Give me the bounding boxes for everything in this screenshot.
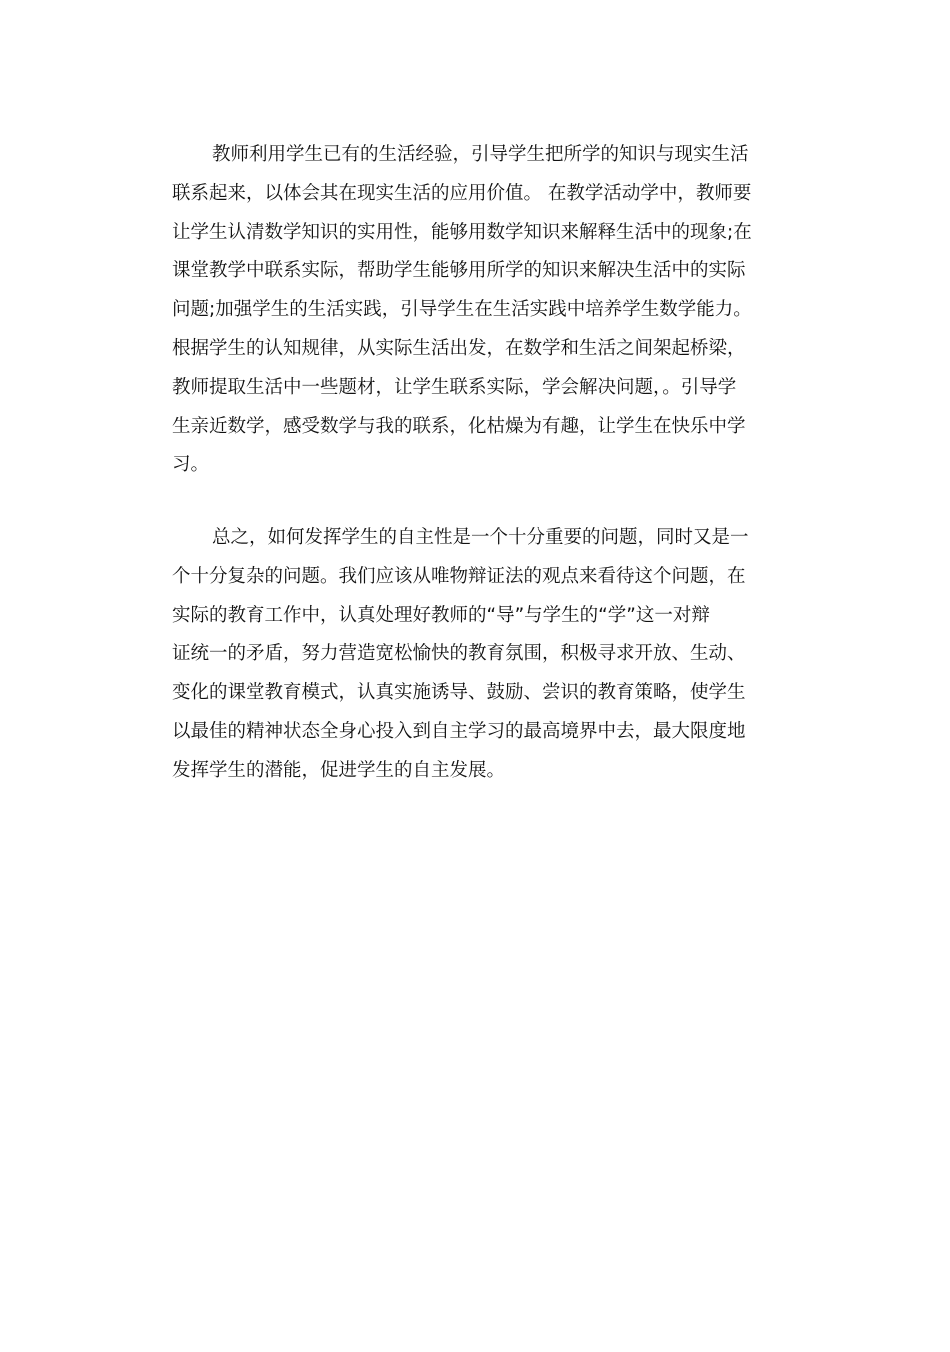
paragraph-line: 让学生认清数学知识的实用性，能够用数学知识来解释生活中的现象;在 <box>172 221 752 243</box>
paragraph-line: 课堂教学中联系实际，帮助学生能够用所学的知识来解决生活中的实际 <box>172 260 746 282</box>
paragraph-line: 实际的教育工作中，认真处理好教师的“导”与学生的“学”这一对辩 <box>172 604 710 626</box>
paragraph-line: 变化的课堂教育模式，认真实施诱导、鼓励、尝识的教育策略，使学生 <box>172 682 746 704</box>
paragraph-line: 习。 <box>172 454 210 476</box>
paragraph-line: 生亲近数学，感受数学与我的联系，化枯燥为有趣，让学生在快乐中学 <box>172 415 746 437</box>
paragraph-line: 个十分复杂的问题。我们应该从唯物辩证法的观点来看待这个问题，在 <box>172 565 746 587</box>
paragraph-line: 教师利用学生已有的生活经验，引导学生把所学的知识与现实生活 <box>212 144 749 165</box>
paragraph-line: 以最佳的精神状态全身心投入到自主学习的最高境界中去，最大限度地 <box>172 720 746 742</box>
paragraph-line: 证统一的矛盾，努力营造宽松愉快的教育氛围，积极寻求开放、生动、 <box>172 643 746 665</box>
paragraph-line: 教师提取生活中一些题材，让学生联系实际，学会解决问题，。引导学 <box>172 376 737 398</box>
paragraph-2 <box>172 519 778 791</box>
paragraph-line: 总之，如何发挥学生的自主性是一个十分重要的问题，同时又是一 <box>212 527 749 548</box>
paragraph-1 <box>172 136 778 485</box>
paragraph-line: 根据学生的认知规律，从实际生活出发，在数学和生活之间架起桥梁， <box>172 337 746 359</box>
paragraph-line: 问题;加强学生的生活实践，引导学生在生活实践中培养学生数学能力。 <box>172 299 752 321</box>
paragraph-line: 发挥学生的潜能，促进学生的自主发展。 <box>172 759 506 781</box>
paragraph-line: 联系起来，以体会其在现实生活的应用价值。 在教学活动学中，教师要 <box>172 182 752 204</box>
